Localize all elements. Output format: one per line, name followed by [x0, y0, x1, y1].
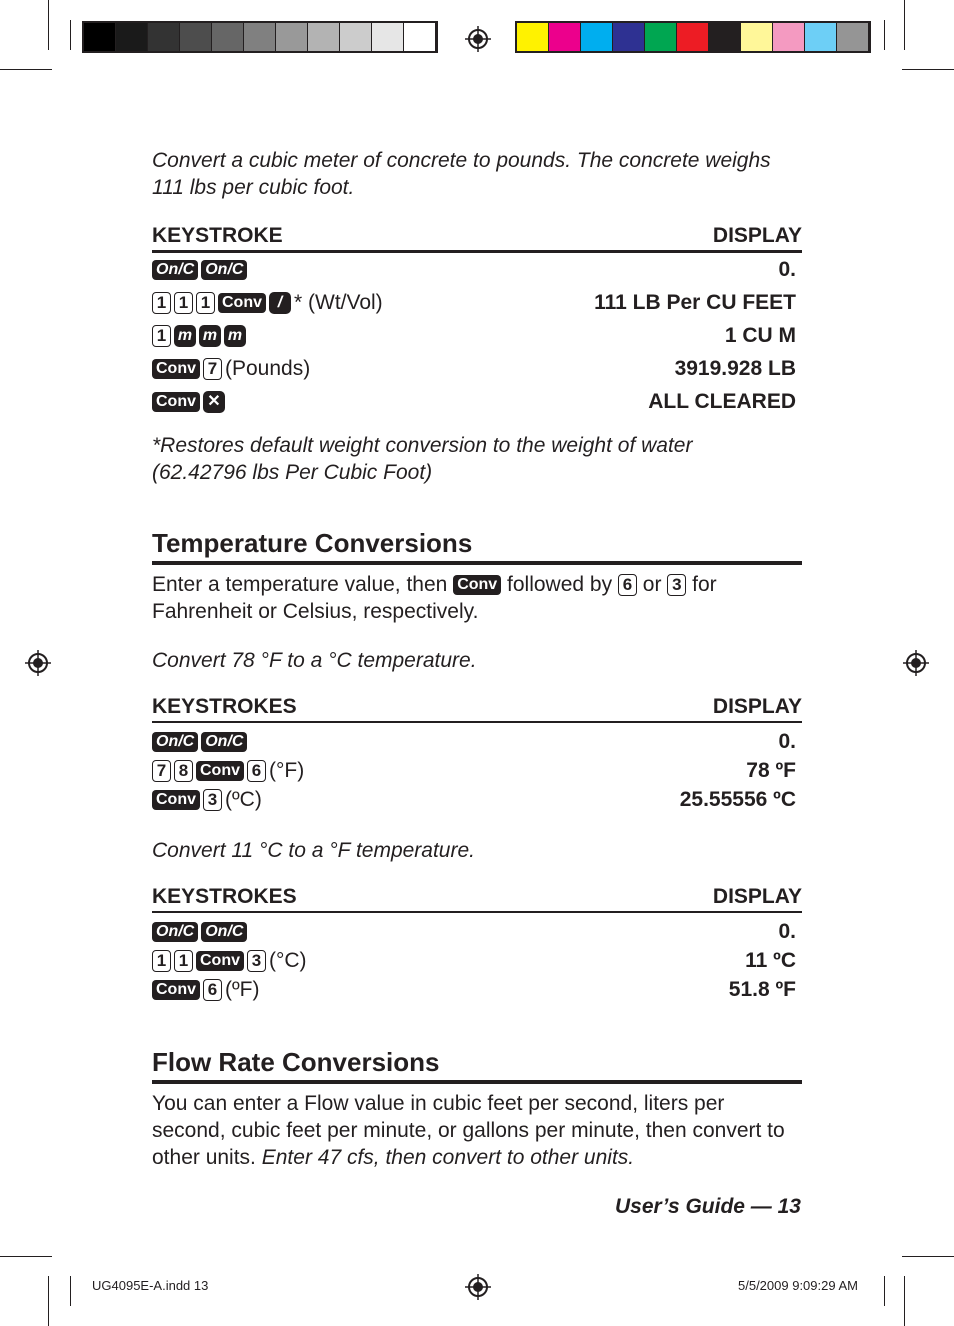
- keystroke-header: KEYSTROKE: [152, 224, 283, 247]
- display-value: 25.55556 ºC: [679, 787, 796, 811]
- slug-file: UG4095E-A.indd 13: [92, 1278, 209, 1293]
- keystroke-table: [152, 224, 802, 418]
- color-swatch: [84, 23, 116, 51]
- conv-key: Conv: [152, 359, 200, 379]
- page-footer: User’s Guide — 13: [615, 1195, 801, 1218]
- keystroke-cell: [152, 922, 247, 942]
- conv-key: Conv: [453, 575, 501, 595]
- crop-mark: [884, 20, 885, 50]
- table-row: [152, 385, 802, 418]
- table-row: [152, 946, 802, 975]
- color-swatch: [308, 23, 340, 51]
- keystroke-note: * (Wt/Vol): [294, 290, 383, 314]
- crop-mark: [902, 69, 954, 70]
- divide-key: /: [269, 292, 291, 314]
- digit-1-key: 1: [152, 292, 171, 314]
- color-swatch: [741, 23, 773, 51]
- meter-key: m: [224, 325, 246, 347]
- keystroke-note: (°C): [269, 948, 307, 972]
- intro-italic-text: Enter 47 cfs, then convert to other units.: [261, 1146, 635, 1169]
- keystroke-cell: [152, 759, 304, 783]
- conv-key: Conv: [196, 951, 244, 971]
- on-c-key: On/C: [152, 732, 198, 752]
- color-swatch: [372, 23, 404, 51]
- color-swatch: [549, 23, 581, 51]
- conv-key: Conv: [196, 761, 244, 781]
- keystroke-cell: [152, 291, 383, 315]
- crop-mark: [904, 0, 905, 50]
- display-value: 111 LB Per CU FEET: [594, 290, 796, 314]
- display-value: 78 ºF: [746, 758, 796, 782]
- digit-7-key: 7: [203, 358, 222, 380]
- keystroke-cell: [152, 978, 259, 1002]
- registration-mark-icon: [25, 650, 51, 676]
- color-swatch: [212, 23, 244, 51]
- color-swatch: [116, 23, 148, 51]
- digit-3-key: 3: [667, 574, 686, 596]
- conv-key: Conv: [152, 392, 200, 412]
- table-row: [152, 727, 802, 756]
- table-row: [152, 975, 802, 1004]
- color-swatch: [517, 23, 549, 51]
- digit-8-key: 8: [174, 760, 193, 782]
- display-value: 3919.928 LB: [674, 356, 796, 380]
- table-header: [152, 224, 802, 253]
- table-row: [152, 756, 802, 785]
- table-header: [152, 885, 802, 913]
- table-row: [152, 917, 802, 946]
- color-swatch: [645, 23, 677, 51]
- display-header: DISPLAY: [712, 224, 802, 247]
- section-intro: [152, 571, 792, 625]
- keystroke-cell: [152, 788, 262, 812]
- registration-mark-icon: [903, 650, 929, 676]
- display-value: 0.: [778, 919, 796, 943]
- color-swatch: [581, 23, 613, 51]
- crop-mark: [70, 20, 71, 50]
- crop-mark: [0, 69, 52, 70]
- on-c-key: On/C: [152, 922, 198, 942]
- clear-icon: ✕: [203, 391, 225, 413]
- on-c-key: On/C: [201, 260, 247, 280]
- intro-text: followed by: [507, 573, 613, 596]
- keystroke-cell: [152, 260, 247, 280]
- on-c-key: On/C: [152, 260, 198, 280]
- crop-mark: [70, 1276, 71, 1306]
- keystroke-note: (ºF): [225, 977, 260, 1001]
- color-swatch: [677, 23, 709, 51]
- display-header: DISPLAY: [712, 695, 802, 718]
- color-swatch: [709, 23, 741, 51]
- keystroke-cell: [152, 949, 307, 973]
- keystroke-cell: [152, 325, 246, 347]
- display-header: DISPLAY: [712, 885, 802, 908]
- conv-key: Conv: [218, 293, 266, 313]
- keystroke-cell: [152, 357, 310, 381]
- digit-1-key: 1: [196, 292, 215, 314]
- on-c-key: On/C: [201, 922, 247, 942]
- section-intro: [152, 1090, 792, 1171]
- section-title: Temperature Conversions: [152, 528, 802, 565]
- keystroke-cell: [152, 732, 247, 752]
- example-intro: Convert 78 °F to a °C temperature.: [152, 649, 477, 672]
- digit-6-key: 6: [247, 760, 266, 782]
- process-color-bar: [515, 21, 871, 53]
- display-value: 1 CU M: [724, 323, 796, 347]
- color-swatch: [276, 23, 308, 51]
- digit-6-key: 6: [203, 979, 222, 1001]
- display-value: 0.: [778, 257, 796, 281]
- keystroke-note: (°F): [269, 758, 305, 782]
- digit-7-key: 7: [152, 760, 171, 782]
- meter-key: m: [174, 325, 196, 347]
- example-intro: Convert 11 °C to a °F temperature.: [152, 839, 475, 862]
- digit-6-key: 6: [618, 574, 637, 596]
- table-row: [152, 286, 802, 319]
- table-row: [152, 785, 802, 814]
- crop-mark: [48, 1276, 49, 1326]
- table-row: [152, 352, 802, 385]
- color-swatch: [613, 23, 645, 51]
- on-c-key: On/C: [201, 732, 247, 752]
- conv-key: Conv: [152, 980, 200, 1000]
- display-value: 0.: [778, 729, 796, 753]
- crop-mark: [904, 1276, 905, 1326]
- crop-mark: [884, 1276, 885, 1306]
- color-swatch: [148, 23, 180, 51]
- footnote: *Restores default weight conversion to the weight of water (62.42796 lbs Per Cubic Foot): [152, 434, 693, 484]
- color-swatch: [404, 23, 436, 51]
- keystrokes-header: KEYSTROKES: [152, 885, 297, 908]
- digit-3-key: 3: [203, 789, 222, 811]
- digit-3-key: 3: [247, 950, 266, 972]
- conv-key: Conv: [152, 790, 200, 810]
- keystroke-table: [152, 695, 802, 814]
- display-value: 11 ºC: [745, 948, 796, 972]
- color-swatch: [837, 23, 869, 51]
- intro-text: or: [642, 573, 662, 596]
- color-swatch: [805, 23, 837, 51]
- digit-1-key: 1: [174, 950, 193, 972]
- gray-color-bar: [82, 21, 438, 53]
- crop-mark: [902, 1256, 954, 1257]
- intro-text: for Fahrenheit or Celsius, respectively.: [152, 573, 717, 623]
- color-swatch: [773, 23, 805, 51]
- table-row: [152, 319, 802, 352]
- digit-1-key: 1: [152, 325, 171, 347]
- keystroke-note: (Pounds): [225, 356, 311, 380]
- keystroke-cell: [152, 391, 225, 413]
- meter-key: m: [199, 325, 221, 347]
- table-header: [152, 695, 802, 723]
- section-title: Flow Rate Conversions: [152, 1047, 802, 1084]
- keystrokes-header: KEYSTROKES: [152, 695, 297, 718]
- color-swatch: [180, 23, 212, 51]
- intro-text: You can enter a Flow value in cubic feet per second, liters per second, cubic feet per minute, or gallons per minute, then convert to other units.: [152, 1092, 785, 1169]
- digit-1-key: 1: [174, 292, 193, 314]
- example-intro: Convert a cubic meter of concrete to pounds. The concrete weighs 111 lbs per cubic foot.: [152, 149, 771, 199]
- registration-mark-icon: [465, 26, 491, 52]
- registration-mark-icon: [465, 1274, 491, 1300]
- slug-date: 5/5/2009 9:09:29 AM: [738, 1278, 858, 1293]
- intro-text: Enter a temperature value, then: [152, 573, 448, 596]
- crop-mark: [0, 1256, 52, 1257]
- keystroke-table: [152, 885, 802, 1004]
- keystroke-note: (ºC): [225, 787, 262, 811]
- digit-1-key: 1: [152, 950, 171, 972]
- crop-mark: [48, 0, 49, 50]
- color-swatch: [340, 23, 372, 51]
- display-value: ALL CLEARED: [648, 389, 796, 413]
- color-swatch: [244, 23, 276, 51]
- table-row: [152, 253, 802, 286]
- display-value: 51.8 ºF: [728, 977, 796, 1001]
